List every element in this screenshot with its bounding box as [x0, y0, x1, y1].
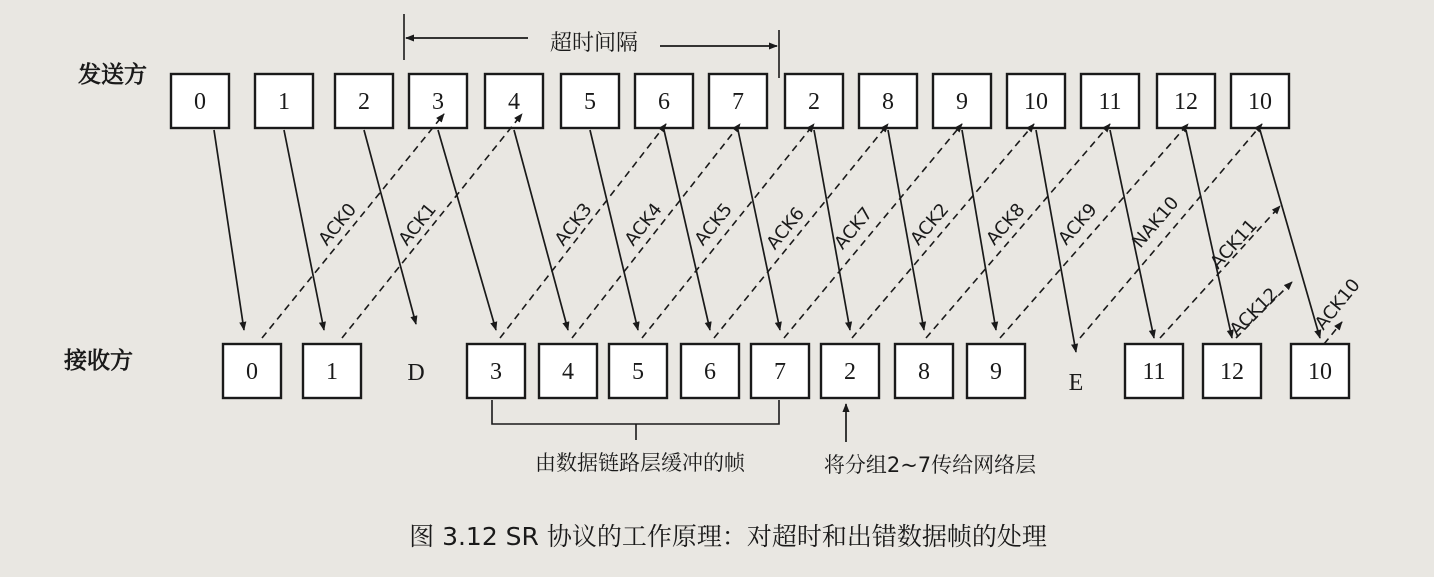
receiver-error-marker: D [407, 360, 425, 386]
sender-label: 发送方 [78, 62, 147, 88]
buffer-note: 由数据链路层缓冲的帧 [535, 451, 745, 475]
receiver-frame [609, 344, 667, 398]
ack-label: ACK6 [762, 203, 809, 254]
ack-label: ACK10 [1310, 274, 1365, 335]
receiver-label: 接收方 [64, 348, 133, 374]
sender-frame-label: 4 [508, 89, 520, 115]
ack-label: ACK2 [906, 199, 954, 250]
sender-frame [859, 74, 917, 128]
sender-frame [785, 74, 843, 128]
receiver-frame [223, 344, 281, 398]
sender-frame [1007, 74, 1065, 128]
sender-frame [933, 74, 991, 128]
receiver-frame-label: 10 [1308, 359, 1332, 385]
sender-frame-label: 2 [808, 89, 820, 115]
sender-frame-label: 5 [584, 89, 596, 115]
sender-frame [1157, 74, 1215, 128]
receiver-frame-label: 0 [246, 359, 258, 385]
ack-label: ACK9 [1054, 199, 1102, 250]
ack-label: ACK1 [394, 199, 441, 250]
sender-frame [709, 74, 767, 128]
sender-frame-label: 6 [658, 89, 670, 115]
ack-label: ACK3 [550, 199, 597, 250]
sender-frame-label: 12 [1174, 89, 1198, 115]
sender-frame [409, 74, 467, 128]
receiver-frame [681, 344, 739, 398]
sender-frame-label: 8 [882, 89, 894, 115]
sender-frame-label: 7 [732, 89, 744, 115]
receiver-frame-label: 11 [1142, 359, 1166, 385]
timeout-label: 超时间隔 [549, 31, 639, 56]
ack-label: ACK5 [690, 199, 737, 250]
ack-transmission [1226, 282, 1292, 340]
receiver-frame-label: 12 [1220, 359, 1244, 385]
receiver-frame [467, 344, 525, 398]
sender-frame-label: 11 [1098, 89, 1122, 115]
receiver-frame [1203, 344, 1261, 398]
ack-label: NAK10 [1128, 192, 1184, 253]
buffer-bracket [492, 400, 779, 475]
sender-frame-label: 3 [432, 89, 444, 115]
receiver-frame [1069, 370, 1084, 396]
figure-caption: 图 3.12 SR 协议的工作原理：对超时和出错数据帧的处理 [409, 522, 1047, 551]
sender-frame-label: 1 [278, 89, 290, 115]
receiver-frame-label: 3 [490, 359, 502, 385]
data-frame-arrow [214, 130, 244, 330]
receiver-frame [303, 344, 361, 398]
buffer-bracket-line [492, 400, 779, 424]
receiver-frame-label: 6 [704, 359, 716, 385]
sender-frame-label: 10 [1024, 89, 1048, 115]
deliver-pointer [824, 404, 1036, 477]
receiver-frame-label: 8 [918, 359, 930, 385]
data-frame-arrow [438, 130, 496, 330]
receiver-error-marker: E [1068, 370, 1084, 396]
receiver-frame-label: 2 [844, 359, 856, 385]
receiver-frame [1291, 344, 1349, 398]
ack-label: ACK11 [1206, 215, 1262, 274]
ack-label: ACK8 [982, 199, 1030, 250]
receiver-frame-label: 9 [990, 359, 1002, 385]
sender-frame [561, 74, 619, 128]
sender-frame-label: 10 [1248, 89, 1272, 115]
sender-frame [255, 74, 313, 128]
receiver-frame [407, 360, 424, 386]
ack-label: ACK4 [620, 199, 667, 250]
sender-frame [635, 74, 693, 128]
sender-frame [1231, 74, 1289, 128]
receiver-frame-label: 5 [632, 359, 644, 385]
receiver-frame-label: 4 [562, 359, 574, 385]
timeout-interval [404, 14, 779, 78]
sender-frame [1081, 74, 1139, 128]
receiver-frame [895, 344, 953, 398]
sender-frames [171, 74, 1289, 128]
data-frame-arrow [284, 130, 324, 330]
sender-frame-label: 9 [956, 89, 968, 115]
sender-frame [485, 74, 543, 128]
receiver-frame [751, 344, 809, 398]
data-frame-arrow [1186, 130, 1232, 338]
sender-frame-label: 2 [358, 89, 370, 115]
receiver-frame [821, 344, 879, 398]
receiver-frame [1125, 344, 1183, 398]
ack-label: ACK0 [314, 199, 361, 250]
ack-label: ACK12 [1225, 283, 1283, 341]
receiver-frame [539, 344, 597, 398]
receiver-frame-label: 7 [774, 359, 786, 385]
ack-transmissions [262, 114, 1365, 344]
receiver-frame-label: 1 [326, 359, 338, 385]
ack-label: ACK7 [830, 203, 878, 254]
sender-frame [335, 74, 393, 128]
receiver-frame [967, 344, 1025, 398]
sender-frame-label: 0 [194, 89, 206, 115]
sender-frame [171, 74, 229, 128]
receiver-frames [223, 344, 1349, 398]
deliver-note: 将分组2~7传给网络层 [823, 453, 1037, 477]
